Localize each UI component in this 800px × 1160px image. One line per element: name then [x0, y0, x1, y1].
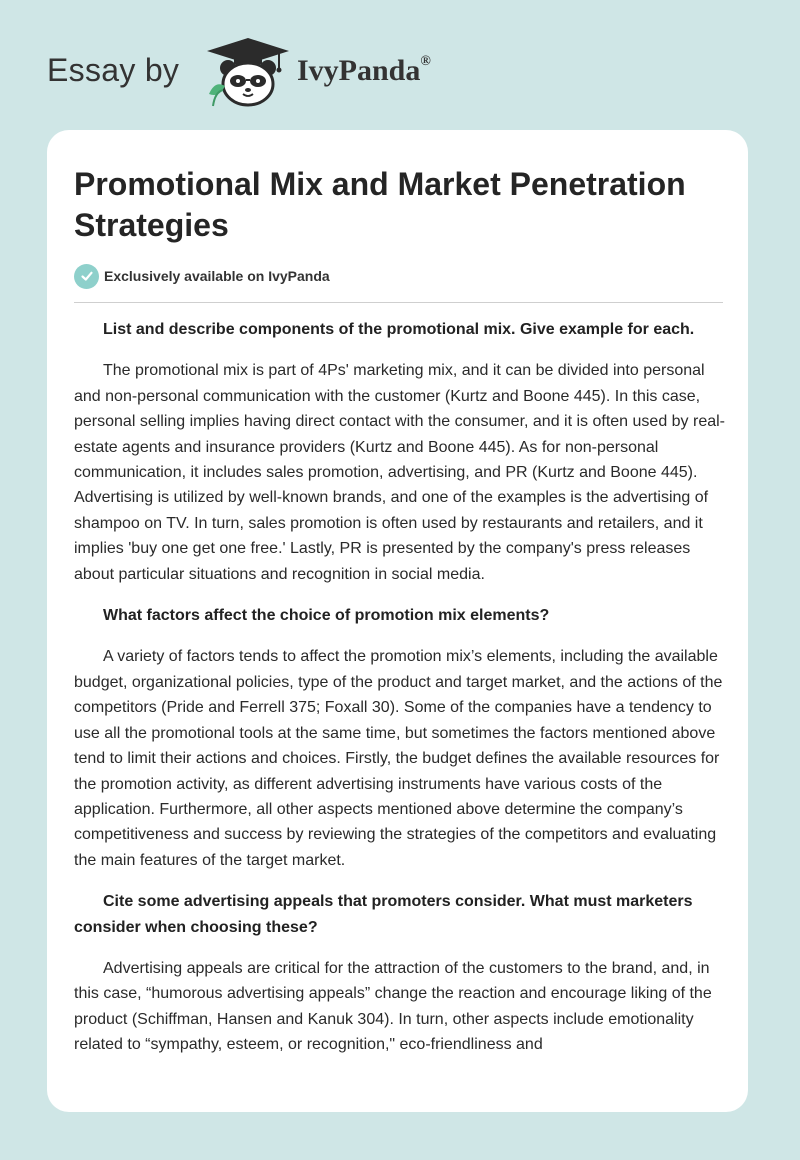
divider: [74, 302, 723, 303]
article-body: [74, 317, 726, 1058]
article-title: Promotional Mix and Market Penetration Strategies: [74, 166, 686, 243]
question-1: List and describe components of the promotional mix. Give example for each.: [103, 321, 695, 338]
paragraph-2: A variety of factors tends to affect the promotion mix’s elements, including the available budget, organizational policies, type of the product and target market, and the actions of the competitors (Pride and Ferrell 375; Foxall 30). Some of the companies have a tendency to use all the promotional tools at the same time, but sometimes the factors mentioned above tend to limit their actions and choices. Firstly, the budget defines the available resources for the promotion activity, as different advertising instruments have various costs of the application. Furthermore, all other aspects mentioned above determine the company’s competitiveness and success by reviewing the strategies of the competitors and evaluating the main features of the target market.: [74, 648, 723, 869]
check-icon: [74, 264, 99, 289]
essay-by-label: Essay by: [47, 52, 180, 88]
question-2: What factors affect the choice of promotion mix elements?: [103, 607, 550, 625]
exclusive-label: Exclusively available on IvyPanda: [104, 268, 330, 284]
ivypanda-logo-icon[interactable]: [205, 34, 291, 108]
exclusive-badge: [74, 263, 330, 289]
registered-mark: ®: [420, 54, 431, 69]
brand-text: IvyPanda: [297, 54, 421, 87]
brand-name[interactable]: [297, 54, 431, 88]
article-card: [47, 130, 748, 1112]
question-3: Cite some advertising appeals that promoters consider. What must marketers consider when choosing these?: [74, 893, 693, 936]
paragraph-1: The promotional mix is part of 4Ps' marketing mix, and it can be divided into personal and non-personal communication with the customer (Kurtz and Boone 445). In this case, personal selling implies having direct contact with the consumer, and it is often used by real-estate agents and insurance providers (Kurtz and Boone 445). As for non-personal communication, it includes sales promotion, advertising, and PR (Kurtz and Boone 445). Advertising is utilized by well-known brands, and one of the examples is the advertising of shampoo on TV. In turn, sales promotion is often used by restaurants and retailers, and it implies 'buy one get one free.' Lastly, PR is presented by the company's press releases about particular situations and recognition in social media.: [74, 362, 726, 583]
site-header: [47, 34, 647, 114]
paragraph-3: Advertising appeals are critical for the attraction of the customers to the brand, and, in this case, “humorous advertising appeals” change the reaction and encourage liking of the product (Schiffman, Hansen and Kanuk 304). In turn, other aspects include emotionality related to “sympathy, esteem, or recognition," eco-friendliness and: [74, 959, 712, 1054]
